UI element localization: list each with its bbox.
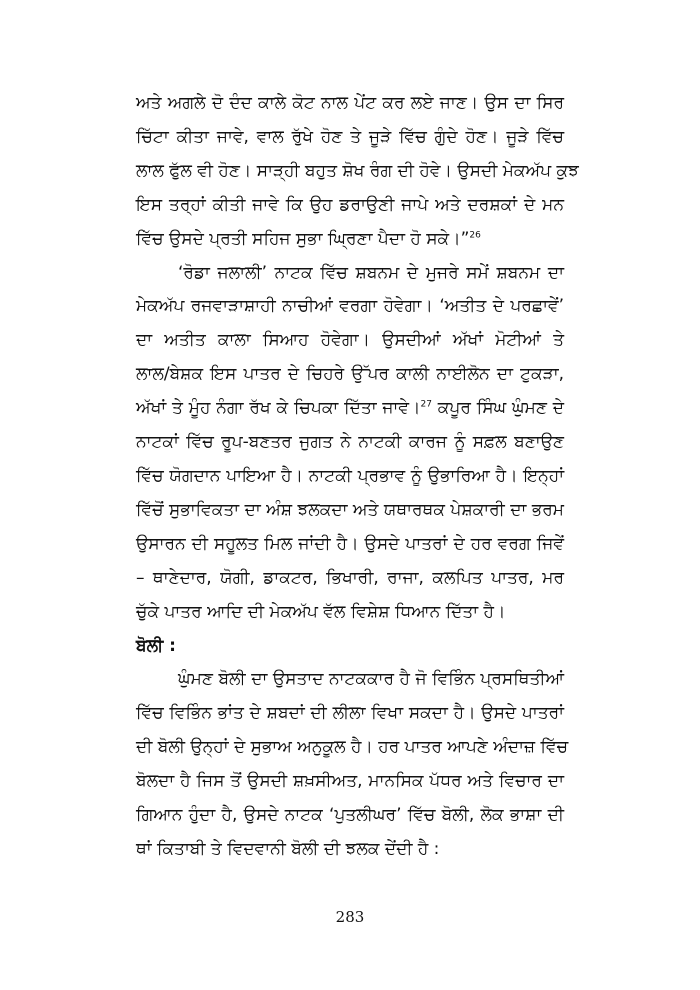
text-line	[136, 397, 564, 419]
text-line: ਲਾਲ ਫੁੱਲ ਵੀ ਹੋਣ। ਸਾੜ੍ਹੀ ਬਹੁਤ ਸ਼ੋਖ ਰੰਗ ਦੀ ਹੋਵੇ। ਉਸਦੀ ਮੇਕਅੱਪ ਕੁਝ	[136, 161, 579, 181]
footnote-marker: 26	[469, 230, 481, 241]
text-line: ਦਾ ਅਤੀਤ ਕਾਲਾ ਸਿਆਹ ਹੋਵੇਗਾ। ਉਸਦੀਆਂ ਅੱਖਾਂ ਮੋਟੀਆਂ ਤੇ	[136, 330, 564, 350]
text-line: ਦੀ ਬੋਲੀ ਉਨ੍ਹਾਂ ਦੇ ਸੁਭਾਅ ਅਨੁਕੂਲ ਹੈ। ਹਰ ਪਾਤਰ ਆਪਣੇ ਅੰਦਾਜ਼ ਵਿੱਚ	[136, 737, 569, 757]
text-fragment: ਕਪੂਰ ਸਿੰਘ ਘੁੰਮਣ ਦੇ	[437, 398, 564, 418]
text-line: ਚਿੱਟਾ ਕੀਤਾ ਜਾਵੇ, ਵਾਲ ਰੁੱਖੇ ਹੋਣ ਤੇ ਜੂੜੇ ਵਿੱਚ ਗੁੰਦੇ ਹੋਣ। ਜੂੜੇ ਵਿੱਚ	[136, 127, 564, 147]
page-number: 283	[335, 908, 365, 926]
text-fragment: ਅੱਖਾਂ ਤੇ ਮੂੰਹ ਨੰਗਾ ਰੱਖ ਕੇ ਚਿਪਕਾ ਦਿੱਤਾ ਜਾਵੇ।	[136, 398, 421, 418]
text-line: ਮੇਕਅੱਪ ਰਜਵਾੜਾਸ਼ਾਹੀ ਨਾਚੀਆਂ ਵਰਗਾ ਹੋਵੇਗਾ। ‘ਅਤੀਤ ਦੇ ਪਰਛਾਵੇਂ’	[136, 296, 564, 316]
text-line: ਚੁੱਕੇ ਪਾਤਰ ਆਦਿ ਦੀ ਮੇਕਅੱਪ ਵੱਲ ਵਿਸ਼ੇਸ਼ ਧਿਆਨ ਦਿੱਤਾ ਹੈ।	[136, 602, 506, 622]
section-heading: ਬੋਲੀ :	[136, 636, 176, 656]
footnote-marker: 27	[420, 399, 432, 410]
text-line: ਅਤੇ ਅਗਲੇ ਦੋ ਦੰਦ ਕਾਲੇ ਕੋਟ ਨਾਲ ਪੇਂਟ ਕਰ ਲਏ ਜਾਣ। ਉਸ ਦਾ ਸਿਰ	[136, 93, 564, 113]
text-line: ਨਾਟਕਾਂ ਵਿੱਚ ਰੂਪ-ਬਣਤਰ ਜੁਗਤ ਨੇ ਨਾਟਕੀ ਕਾਰਜ ਨੂੰ ਸਫ਼ਲ ਬਣਾਉਣ	[136, 432, 564, 452]
text-line: ਵਿੱਚੋਂ ਸੁਭਾਵਿਕਤਾ ਦਾ ਅੰਸ਼ ਝਲਕਦਾ ਅਤੇ ਯਥਾਰਥਕ ਪੇਸ਼ਕਾਰੀ ਦਾ ਭਰਮ	[136, 500, 564, 520]
text-line: – ਥਾਣੇਦਾਰ, ਯੋਗੀ, ਡਾਕਟਰ, ਭਿਖਾਰੀ, ਰਾਜਾ, ਕਲਪਿਤ ਪਾਤਰ, ਮਰ	[136, 568, 564, 588]
text-line: ਘੁੰਮਣ ਬੋਲੀ ਦਾ ਉਸਤਾਦ ਨਾਟਕਕਾਰ ਹੈ ਜੋ ਵਿਭਿੰਨ ਪ੍ਰਸਥਿਤੀਆਂ	[178, 669, 564, 689]
text-line: ਲਾਲ/ਬੇਸ਼ਕ ਇਸ ਪਾਤਰ ਦੇ ਚਿਹਰੇ ਉੱਪਰ ਕਾਲੀ ਨਾਈਲੋਨ ਦਾ ਟੁਕੜਾ,	[136, 364, 564, 384]
text-line: ਵਿੱਚ ਯੋਗਦਾਨ ਪਾਇਆ ਹੈ। ਨਾਟਕੀ ਪ੍ਰਭਾਵ ਨੂੰ ਉਭਾਰਿਆ ਹੈ। ਇਨ੍ਹਾਂ	[136, 466, 564, 486]
text-line: ਗਿਆਨ ਹੁੰਦਾ ਹੈ, ਉਸਦੇ ਨਾਟਕ ‘ਪੁਤਲੀਘਰ’ ਵਿੱਚ ਬੋਲੀ, ਲੋਕ ਭਾਸ਼ਾ ਦੀ	[136, 805, 564, 825]
text-line: ਉਸਾਰਨ ਦੀ ਸਹੂਲਤ ਮਿਲ ਜਾਂਦੀ ਹੈ। ਉਸਦੇ ਪਾਤਰਾਂ ਦੇ ਹਰ ਵਰਗ ਜਿਵੇਂ	[136, 534, 564, 554]
text-line: ਇਸ ਤਰ੍ਹਾਂ ਕੀਤੀ ਜਾਵੇ ਕਿ ਉਹ ਡਰਾਉਣੀ ਜਾਪੇ ਅਤੇ ਦਰਸ਼ਕਾਂ ਦੇ ਮਨ	[136, 195, 564, 215]
text-line: ਵਿੱਚ ਵਿਭਿੰਨ ਭਾਂਤ ਦੇ ਸ਼ਬਦਾਂ ਦੀ ਲੀਲਾ ਵਿਖਾ ਸਕਦਾ ਹੈ। ਉਸਦੇ ਪਾਤਰਾਂ	[136, 703, 564, 723]
text-line	[136, 228, 564, 250]
text-line: ਥਾਂ ਕਿਤਾਬੀ ਤੇ ਵਿਦਵਾਨੀ ਬੋਲੀ ਦੀ ਝਲਕ ਦੇਂਦੀ ਹੈ :	[136, 839, 440, 859]
text-fragment: ਵਿੱਚ ਉਸਦੇ ਪ੍ਰਤੀ ਸਹਿਜ ਸੁਭਾ ਘ੍ਰਿਣਾ ਪੈਦਾ ਹੋ ਸਕੇ।”	[136, 229, 470, 249]
text-line: ਬੋਲਦਾ ਹੈ ਜਿਸ ਤੋਂ ਉਸਦੀ ਸ਼ਖ਼ਸੀਅਤ, ਮਾਨਸਿਕ ਪੱਧਰ ਅਤੇ ਵਿਚਾਰ ਦਾ	[136, 771, 564, 791]
text-line: ‘ਰੋਡਾ ਜਲਾਲੀ’ ਨਾਟਕ ਵਿੱਚ ਸ਼ਬਨਮ ਦੇ ਮੁਜਰੇ ਸਮੇਂ ਸ਼ਬਨਮ ਦਾ	[178, 263, 564, 283]
